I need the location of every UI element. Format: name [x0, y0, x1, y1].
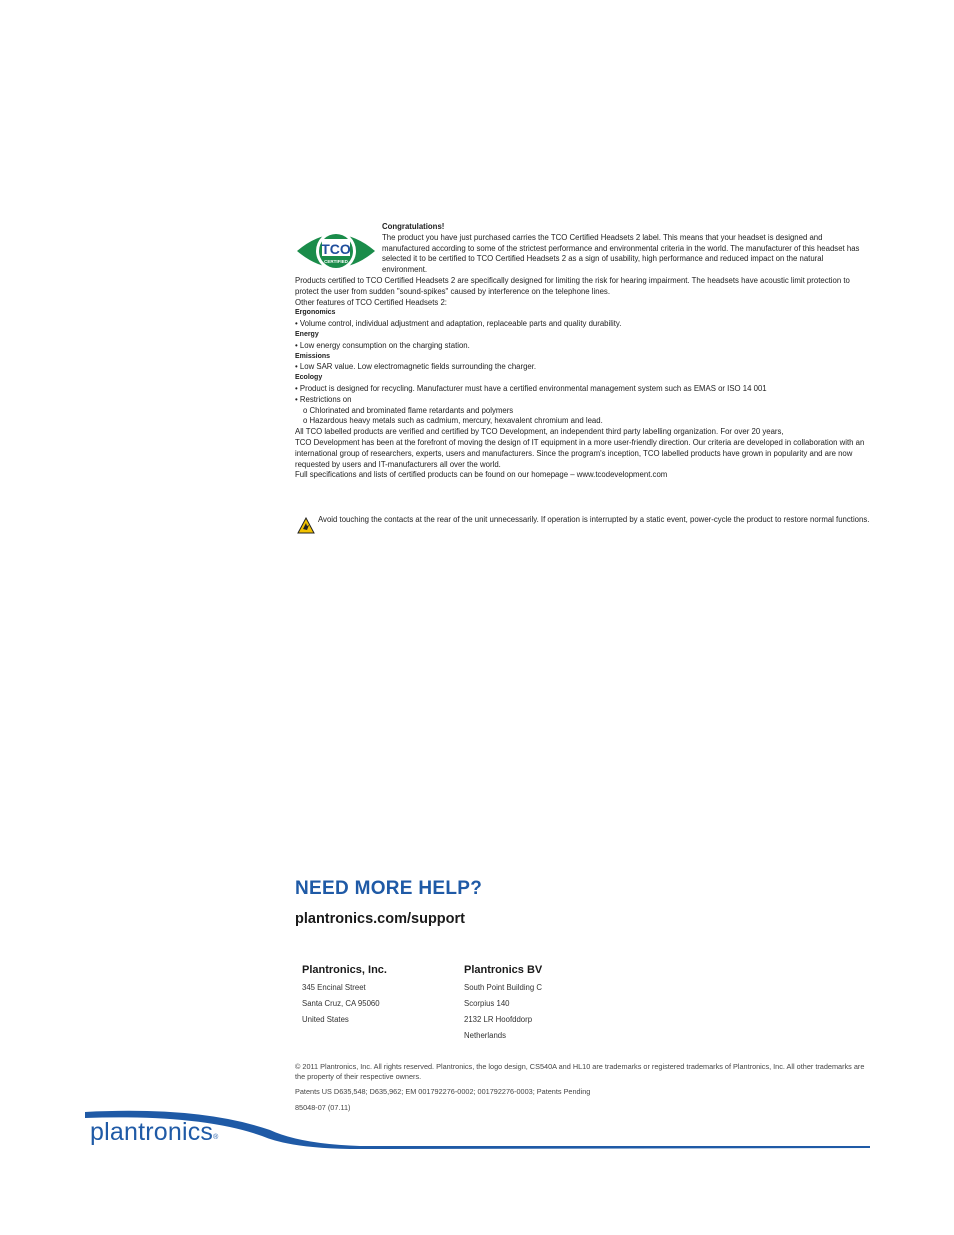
sub-bullet-item: o Hazardous heavy metals such as cadmium, mercury, hexavalent chromium and lead.	[303, 416, 603, 426]
esd-warning	[297, 515, 872, 526]
registered-mark: ®	[213, 1134, 219, 1141]
tco-paragraph: All TCO labelled products are verified and certified by TCO Development, an independent third party labelling organization. For over 20 years,	[295, 427, 784, 437]
tco-paragraph: Products certified to TCO Certified Headsets 2 are specifically designed for limiting the risk for hearing impairment. The headsets have acoustic limit protection to protect the user from sudden "sound-spikes" caused by interference on the telephone lines.	[295, 275, 853, 296]
support-link[interactable]: plantronics.com/support	[295, 911, 465, 927]
tco-logo-text: TCO	[321, 241, 351, 257]
tco-paragraph: Other features of TCO Certified Headsets 2:	[295, 297, 447, 307]
address-line: United States	[302, 1015, 349, 1024]
tco-intro-text: The product you have just purchased carries the TCO Certified Headsets 2 label. This means that your headset is designed and manufactured according to some of the strictest performance and environmental criteria in the world. The manufacturer of this headset has selected it to be certified to TCO Certified Headsets 2 as a sign of usability, high performance and reduced impact on the natural environment.	[382, 232, 862, 275]
address-plantronics-inc	[302, 963, 387, 1028]
address-line: Santa Cruz, CA 95060	[302, 999, 380, 1008]
bullet-item: • Restrictions on	[295, 394, 352, 404]
section-heading-energy: Energy	[295, 330, 319, 338]
bullet-item: • Product is designed for recycling. Manufacturer must have a certified environmental management system such as EMAS or ISO 14 001	[295, 383, 767, 393]
esd-warning-text: Avoid touching the contacts at the rear of the unit unnecessarily. If operation is interrupted by a static event, power-cycle the product to restore normal functions.	[318, 515, 870, 524]
address-line: 2132 LR Hoofddorp	[464, 1015, 533, 1024]
bullet-item: • Low energy consumption on the charging station.	[295, 340, 470, 350]
tco-paragraph: Full specifications and lists of certified products can be found on our homepage – www.tcodevelopment.com	[295, 470, 668, 480]
address-line: South Point Building C	[464, 983, 543, 992]
section-heading-ecology: Ecology	[295, 374, 323, 382]
tco-section	[295, 222, 870, 481]
need-more-help-heading: NEED MORE HELP?	[295, 878, 483, 899]
plantronics-logo	[90, 1118, 218, 1147]
company-name: Plantronics, Inc.	[302, 964, 387, 976]
address-plantronics-bv	[464, 963, 542, 1044]
bullet-item: • Volume control, individual adjustment and adaptation, replaceable parts and quality durability.	[295, 319, 622, 329]
esd-warning-icon	[297, 517, 315, 534]
tco-paragraph: TCO Development has been at the forefront of moving the design of IT equipment in a more user-friendly direction. Our criteria are developed in collaboration with an international group of researchers, experts, users and manufacturers. Since the program's inception, TCO labelled products have grown in popularity and are now requested by users and IT-manufacturers all over the world.	[295, 437, 867, 469]
address-line: 345 Encinal Street	[302, 983, 366, 992]
copyright-text: © 2011 Plantronics, Inc. All rights reserved. Plantronics, the logo design, CS540A and HL10 are trademarks or registered trademarks of Plantronics, Inc. All other trademarks are the property of their respective owners.	[295, 1062, 865, 1082]
address-line: Netherlands	[464, 1031, 507, 1040]
tco-heading: Congratulations!	[382, 222, 445, 231]
patents-text: Patents US D635,548; D635,962; EM 001792276-0002; 001792276-0003; Patents Pending	[295, 1087, 591, 1097]
address-line: Scorpius 140	[464, 999, 510, 1008]
section-heading-ergonomics: Ergonomics	[295, 309, 336, 317]
brand-name: plantronics	[90, 1118, 214, 1146]
bullet-item: • Low SAR value. Low electromagnetic fields surrounding the charger.	[295, 362, 537, 372]
tco-logo-sub: CERTIFIED	[324, 259, 348, 264]
tco-certified-logo-icon	[295, 224, 377, 278]
part-number: 85048-07 (07.11)	[295, 1102, 351, 1112]
section-heading-emissions: Emissions	[295, 352, 331, 360]
sub-bullet-item: o Chlorinated and brominated flame retardants and polymers	[303, 405, 514, 415]
company-name: Plantronics BV	[464, 964, 543, 976]
